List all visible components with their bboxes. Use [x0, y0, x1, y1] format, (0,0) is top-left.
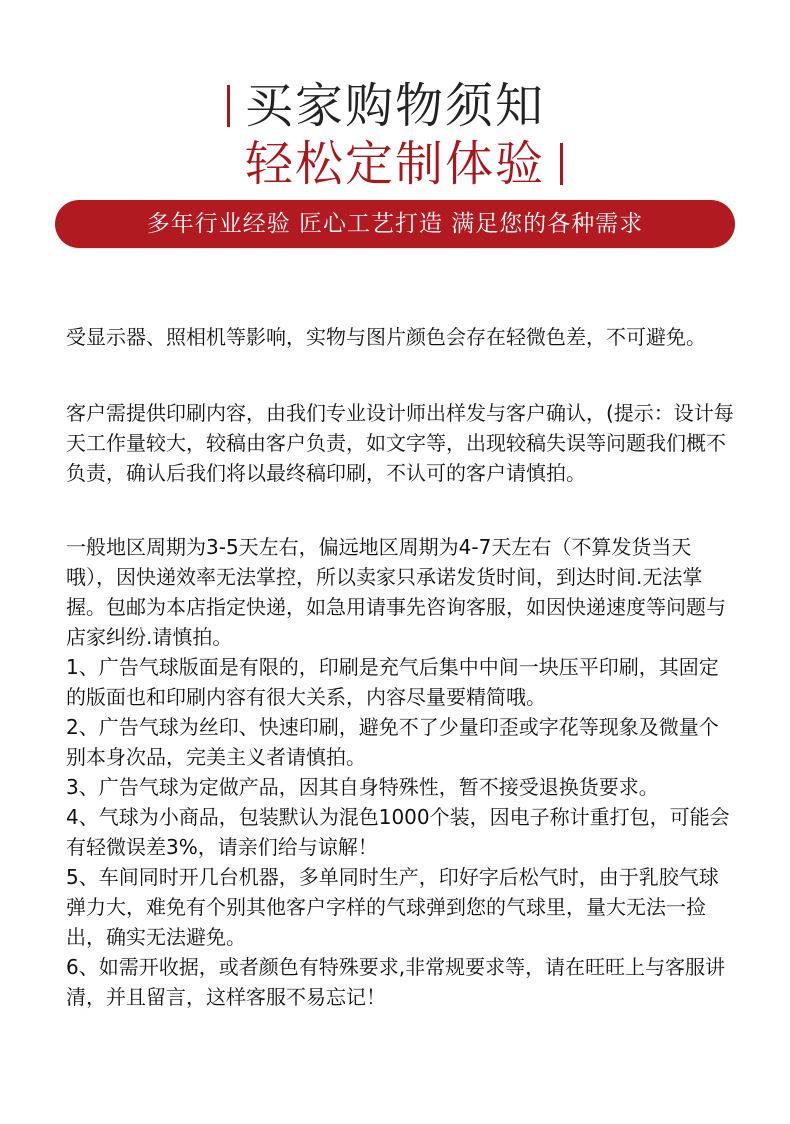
list-item — [66, 862, 734, 952]
slogan-text: 多年行业经验 匠心工艺打造 满足您的各种需求 — [146, 211, 644, 237]
numbered-notes-list — [66, 652, 734, 1012]
note-5-text: 5、车间同时开几台机器，多单同时生产，印好字后松气时，由于乳胶气球弹力大，难免有个别其他客户字样的气球弹到您的气球里，量大无法一捡出，确实无法避免。 — [66, 865, 719, 949]
list-item — [66, 802, 734, 862]
title-line-2-wrapper — [245, 134, 545, 194]
title-line-2 — [0, 134, 790, 194]
title-right-accent-bar — [560, 143, 563, 185]
list-item — [66, 772, 734, 802]
slogan-banner — [55, 200, 735, 248]
list-item — [66, 952, 734, 1012]
note-2-text: 2、广告气球为丝印、快速印刷，避免不了少量印歪或字花等现象及微量个别本身次品，完美主义者请慎拍。 — [66, 715, 719, 769]
title-left-accent-bar — [227, 85, 230, 127]
note-6-text: 6、如需开收据，或者颜色有特殊要求,非常规要求等，请在旺旺上与客服讲清，并且留言，这样客服不易忘记！ — [66, 955, 726, 1009]
design-confirmation-notice: 客户需提供印刷内容，由我们专业设计师出样发与客户确认，(提示：设计每天工作量较大，较稿由客户负责，如文字等，出现较稿失误等问题我们概不负责，确认后我们将以最终稿印刷，不认可的客户请慎拍。 — [66, 401, 734, 485]
note-4-text: 4、气球为小商品，包装默认为混色1000个装，因电子称计重打包，可能会有轻微误差3%，请亲们给与谅解！ — [66, 805, 730, 859]
list-item — [66, 652, 734, 712]
note-3-text: 3、广告气球为定做产品，因其自身特殊性，暂不接受退换货要求。 — [66, 775, 659, 799]
page-title: 买家购物须知 — [244, 78, 545, 134]
page-subtitle: 轻松定制体验 — [244, 136, 545, 192]
shipping-notice: 一般地区周期为3-5天左右，偏远地区周期为4-7天左右（不算发货当天哦），因快递效率无法掌控，所以卖家只承诺发货时间，到达时间.无法掌握。包邮为本店指定快递，如急用请事先咨询客服，如因快递速度等问题与店家纠纷.请慎拍。 — [66, 535, 726, 649]
list-item — [66, 712, 734, 772]
title-line-1-wrapper — [245, 76, 545, 136]
notice-content — [66, 322, 734, 1012]
color-difference-notice: 受显示器、照相机等影响，实物与图片颜色会存在轻微色差，不可避免。 — [66, 325, 706, 349]
note-1-text: 1、广告气球版面是有限的，印刷是充气后集中中间一块压平印刷，其固定的版面也和印刷内容有很大关系，内容尽量要精简哦。 — [66, 655, 719, 709]
title-line-1 — [0, 76, 790, 136]
